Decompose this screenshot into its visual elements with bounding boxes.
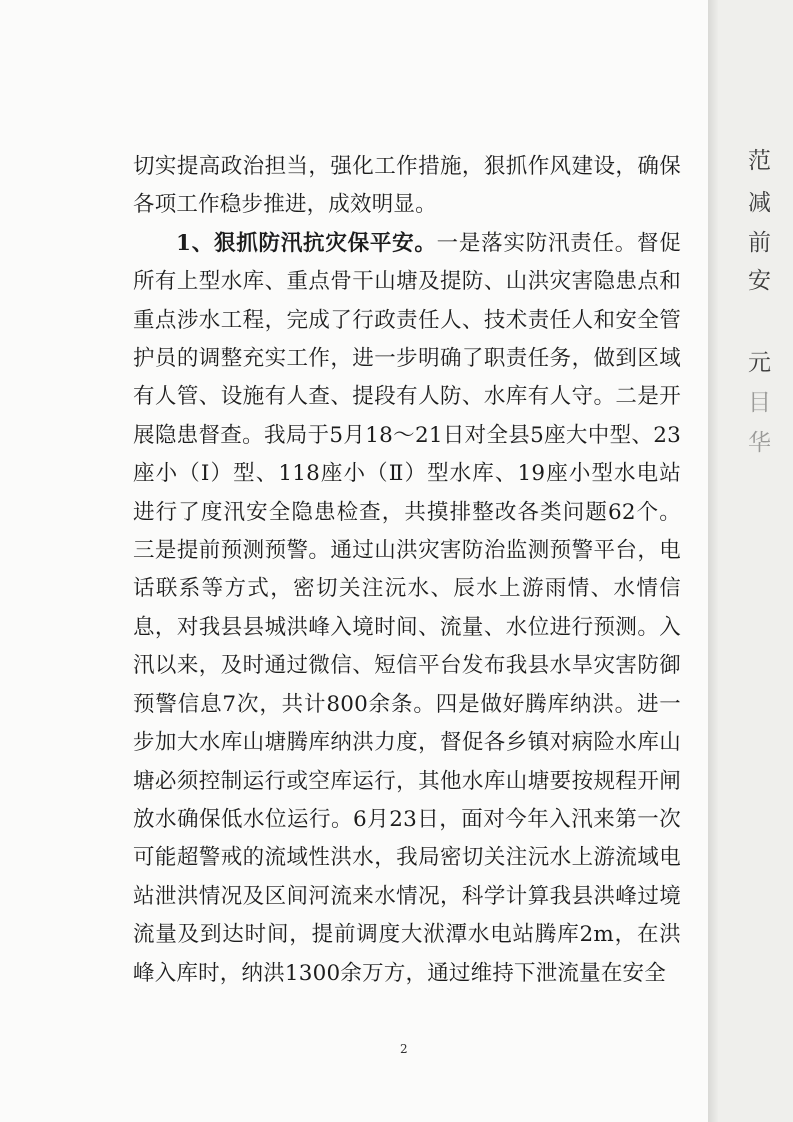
bleed-glyph: 减 xyxy=(748,190,771,216)
paragraph-intro: 切实提高政治担当，强化工作措施，狠抓作风建设，确保各项工作稳步推进，成效明显。 xyxy=(133,154,681,218)
next-page-bleed xyxy=(718,0,793,1122)
paragraph-flood-control xyxy=(133,225,681,993)
section-heading: 1、狠抓防汛抗灾保平安。 xyxy=(176,230,437,256)
body-text xyxy=(133,148,681,993)
bleed-glyph: 前 xyxy=(748,230,771,256)
page-edge-shadow xyxy=(708,0,718,1122)
bleed-glyph: 安 xyxy=(748,268,771,294)
bleed-glyph: 范 xyxy=(748,148,771,174)
bleed-glyph: 目 xyxy=(748,390,771,416)
bleed-glyph: 华 xyxy=(748,430,771,456)
bleed-glyph: 元 xyxy=(748,350,771,376)
page-number: 2 xyxy=(400,1042,408,1056)
section-body: 一是落实防汛责任。督促所有上型水库、重点骨干山塘及提防、山洪灾害隐患点和重点涉水工程，完成了行政责任人、技术责任人和安全管护员的调整充实工作，进一步明确了职责任务，做到区域有人管、设施有人查、提段有人防、水库有人守。二是开展隐患督查。我局于5月18～21日对全县5座大中型、23座小（Ⅰ）型、118座小（Ⅱ）型水库、19座小型水电站进行了度汛安全隐患检查，共摸排整改各类问题62个。三是提前预测预警。通过山洪灾害防治监测预警平台，电话联系等方式，密切关注沅水、辰水上游雨情、水情信息，对我县县城洪峰入境时间、流量、水位进行预测。入汛以来，及时通过微信、短信平台发布我县水旱灾害防御预警信息7次，共计800余条。四是做好腾库纳洪。进一步加大水库山塘腾库纳洪力度，督促各乡镇对病险水库山塘必须控制运行或空库运行，其他水库山塘要按规程开闸放水确保低水位运行。6月23日，面对今年入汛来第一次可能超警戒的流域性洪水，我局密切关注沅水上游流域电站泄洪情况及区间河流来水情况，科学计算我县洪峰过境流量及到达时间，提前调度大洑潭水电站腾库2m，在洪峰入库时，纳洪1300余万方，通过维持下泄流量在安全 xyxy=(133,230,681,986)
